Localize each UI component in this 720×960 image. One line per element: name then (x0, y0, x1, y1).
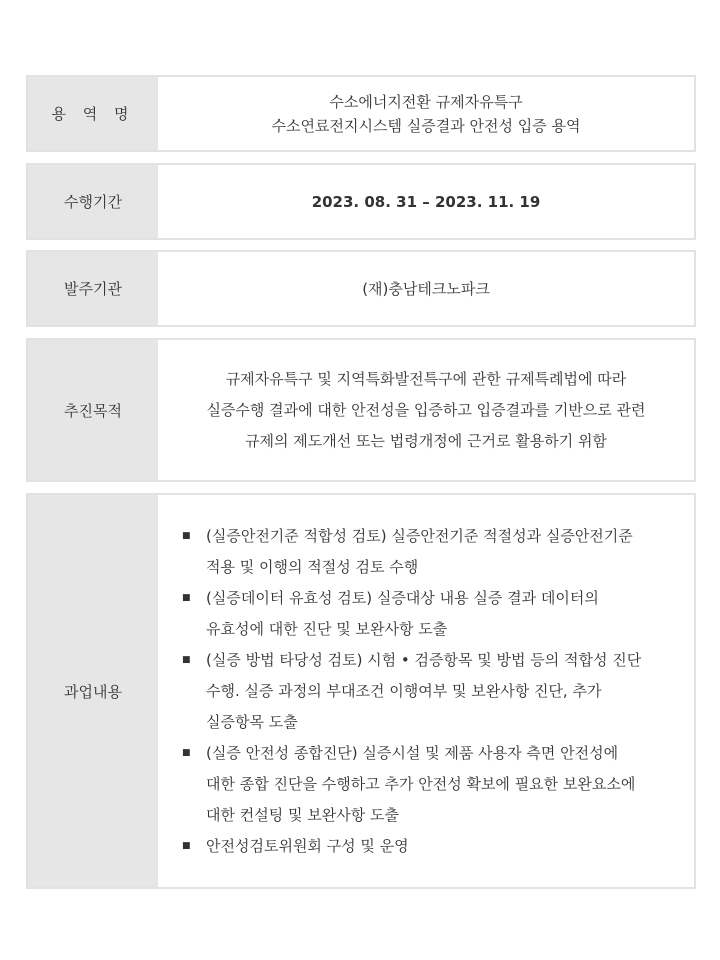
purpose-line-2: 실증수행 결과에 대한 안전성을 입증하고 입증결과를 기반으로 관련 (206, 400, 646, 419)
client-value: (재)충남테크노파크 (362, 279, 490, 298)
label-client: 발주기관 (28, 252, 158, 325)
square-bullet-icon: ■ (182, 654, 191, 665)
task-2-line-2: 유효성에 대한 진단 및 보완사항 도출 (206, 619, 448, 638)
square-bullet-icon: ■ (182, 592, 191, 603)
list-item (182, 645, 641, 738)
period-value: 2023. 08. 31 – 2023. 11. 19 (311, 192, 541, 211)
row-client (26, 250, 696, 327)
task-1-line-1: (실증안전기준 적합성 검토) 실증안전기준 적절성과 실증안전기준 (206, 526, 633, 545)
label-purpose: 추진목적 (28, 340, 158, 480)
purpose-value (158, 340, 694, 480)
project-name-line-1: 수소에너지전환 규제자유특구 (329, 92, 523, 111)
task-list (170, 521, 641, 862)
task-2-line-1: (실증데이터 유효성 검토) 실증대상 내용 실증 결과 데이터의 (206, 588, 599, 607)
project-name-value (158, 77, 694, 150)
square-bullet-icon: ■ (182, 840, 191, 851)
square-bullet-icon: ■ (182, 747, 191, 758)
row-project-name (26, 75, 696, 152)
task-3-line-2: 수행. 실증 과정의 부대조건 이행여부 및 보완사항 진단, 추가 (206, 681, 602, 700)
task-5-line-1: 안전성검토위원회 구성 및 운영 (206, 836, 409, 855)
list-item (182, 583, 641, 645)
list-item (182, 521, 641, 583)
task-1-line-2: 적용 및 이행의 적절성 검토 수행 (206, 557, 419, 576)
task-4-line-3: 대한 컨설팅 및 보완사항 도출 (206, 805, 399, 824)
project-name-line-2: 수소연료전지시스템 실증결과 안전성 입증 용역 (271, 116, 581, 135)
label-project-name: 용 역 명 (28, 77, 158, 150)
list-item (182, 738, 641, 831)
row-tasks (26, 493, 696, 889)
task-3-line-1: (실증 방법 타당성 검토) 시험 • 검증항목 및 방법 등의 적합성 진단 (206, 650, 642, 669)
task-3-line-3: 실증항목 도출 (206, 712, 298, 731)
row-purpose (26, 338, 696, 482)
list-item (182, 831, 641, 862)
row-period (26, 163, 696, 240)
square-bullet-icon: ■ (182, 530, 191, 541)
purpose-line-3: 규제의 제도개선 또는 법령개정에 근거로 활용하기 위함 (245, 431, 607, 450)
purpose-line-1: 규제자유특구 및 지역특화발전특구에 관한 규제특례법에 따라 (225, 369, 627, 388)
tasks-value (158, 495, 694, 887)
task-4-line-1: (실증 안전성 종합진단) 실증시설 및 제품 사용자 측면 안전성에 (206, 743, 619, 762)
task-4-line-2: 대한 종합 진단을 수행하고 추가 안전성 확보에 필요한 보완요소에 (206, 774, 636, 793)
label-period: 수행기간 (28, 165, 158, 238)
label-tasks: 과업내용 (28, 495, 158, 887)
